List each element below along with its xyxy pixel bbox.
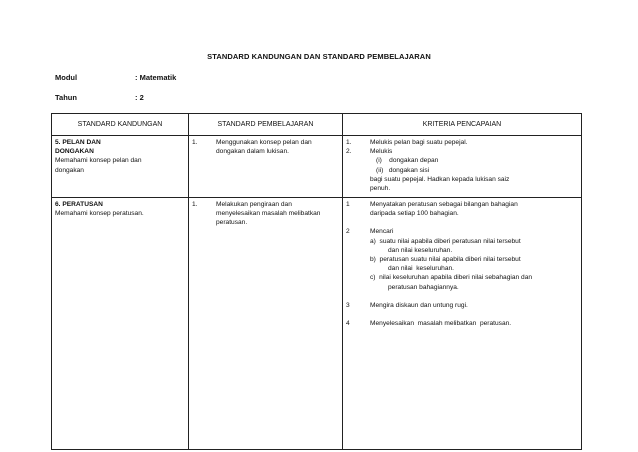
row2-kp3-text: Mengira diskaun dan untung rugi. <box>370 301 468 309</box>
tahun-label: Tahun <box>55 93 77 102</box>
row2-kp2-c-2: peratusan bahagiannya. <box>388 283 459 291</box>
row2-kriteria-pencapaian <box>343 198 582 450</box>
row1-sk-desc-1: Memahami konsep pelan dan <box>55 157 142 165</box>
row1-sp-line-2: dongakan dalam lukisan. <box>216 148 289 156</box>
table-row <box>52 198 582 450</box>
table-row <box>52 136 582 198</box>
header-kriteria-pencapaian: KRITERIA PENCAPAIAN <box>343 114 582 136</box>
row2-kp2-a-2: dan nilai keseluruhan. <box>388 246 453 254</box>
row1-sp-number: 1. <box>192 139 198 146</box>
row2-sp-line-2: menyelesaikan masalah melibatkan <box>216 210 321 218</box>
row1-kp2-number: 2. <box>346 148 352 156</box>
row2-standard-pembelajaran <box>189 198 343 450</box>
modul-value: : Matematik <box>135 73 177 82</box>
row1-sk-title-2: DONGAKAN <box>55 148 94 156</box>
row2-kp2-c-1: c) nilai keseluruhan apabila diberi nilai sebahagian dan <box>370 274 533 282</box>
row2-sk-title: 6. PERATUSAN <box>55 201 103 208</box>
modul-line <box>55 73 176 82</box>
page-title: STANDARD KANDUNGAN DAN STANDARD PEMBELAJARAN <box>207 52 431 61</box>
row1-kp2-item-ii: (ii) dongakan sisi <box>376 166 430 174</box>
row2-kp2-text: Mencari <box>370 228 394 236</box>
table-header-row <box>52 114 582 136</box>
header-standard-pembelajaran: STANDARD PEMBELAJARAN <box>189 114 343 136</box>
row1-standard-kandungan <box>52 136 189 198</box>
modul-label: Modul <box>55 73 78 82</box>
tahun-value: : 2 <box>135 93 144 102</box>
row2-sp-line-3: peratusan. <box>216 219 248 227</box>
row1-sk-title-1: 5. PELAN DAN <box>55 139 101 146</box>
row2-sp-line-1: Melakukan pengiraan dan <box>216 201 292 208</box>
row2-kp4-text: Menyelesaikan masalah melibatkan peratusan. <box>370 320 512 328</box>
row2-kp2-number: 2 <box>346 228 350 236</box>
row2-kp3-number: 3 <box>346 301 350 309</box>
header-standard-kandungan: STANDARD KANDUNGAN <box>52 114 189 136</box>
row1-kp1-text: Melukis pelan bagi suatu pepejal. <box>370 139 468 146</box>
row2-sp-number: 1. <box>192 201 198 208</box>
row1-kp2-text: Melukis <box>370 148 393 156</box>
row1-sk-desc-2: dongakan <box>55 166 84 174</box>
tahun-line <box>55 93 144 102</box>
standards-table <box>51 113 582 450</box>
row2-kp1-line-1: Menyatakan peratusan sebagai bilangan bahagian <box>370 201 518 208</box>
row2-kp2-b-1: b) peratusan suatu nilai apabila diberi nilai tersebut <box>370 256 521 264</box>
row1-kp2-item-i: (i) dongakan depan <box>376 157 439 165</box>
row2-kp2-a-1: a) suatu nilai apabila diberi peratusan nilai tersebut <box>370 237 521 245</box>
row1-kp2-note-2: penuh. <box>370 185 391 193</box>
row1-kp1-number: 1. <box>346 139 352 146</box>
row1-standard-pembelajaran <box>189 136 343 198</box>
row2-kp2-b-2: dan nilai keseluruhan. <box>388 265 454 273</box>
row2-sk-desc: Memahami konsep peratusan. <box>55 210 144 218</box>
row2-kp4-number: 4 <box>346 320 350 328</box>
row1-kriteria-pencapaian <box>343 136 582 198</box>
row1-kp2-note-1: bagi suatu pepejal. Hadkan kepada lukisan saiz <box>370 175 510 183</box>
row1-sp-line-1: Menggunakan konsep pelan dan <box>216 139 312 146</box>
row2-standard-kandungan <box>52 198 189 450</box>
row2-kp1-line-2: daripada setiap 100 bahagian. <box>370 210 459 218</box>
row2-kp1-number: 1 <box>346 201 350 208</box>
